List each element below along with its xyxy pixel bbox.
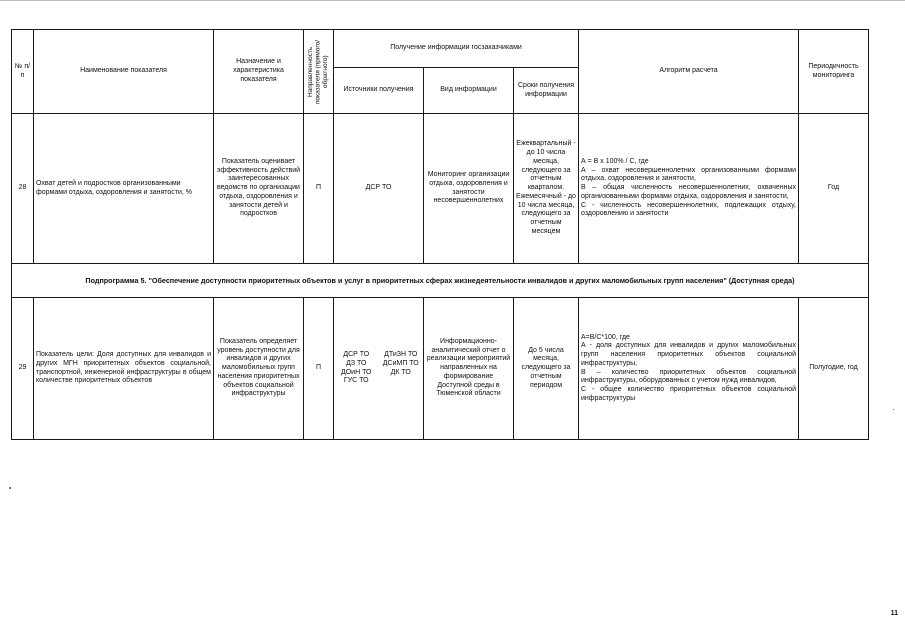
info-sources	[334, 298, 424, 440]
algorithm-line: С - численность несовершеннолетних, подлежащих отдыху, оздоровлению и занятости	[581, 201, 796, 218]
header-algorithm: Алгоритм расчета	[579, 30, 799, 114]
monitoring-periodicity: Полугодие, год	[799, 298, 869, 440]
info-source: ДСР ТО	[343, 351, 370, 358]
info-source: ГУС ТО	[343, 377, 369, 385]
row-num: 29	[12, 298, 34, 440]
info-source: ДК ТО	[390, 368, 411, 376]
calc-algorithm	[579, 298, 799, 440]
info-source: ДСР ТО	[365, 184, 392, 192]
header-sources: Источники получения	[334, 68, 424, 114]
header-periodicity: Периодичность мониторинга	[799, 30, 869, 114]
indicator-direction: П	[304, 298, 334, 440]
header-name: Наименование показателя	[34, 30, 214, 114]
monitoring-periodicity: Год	[799, 114, 869, 264]
algorithm-line: А – охват несовершеннолетних организованными формами отдыха, оздоровления и занятости,	[581, 166, 796, 183]
page-number: 11	[890, 610, 898, 617]
indicator-direction: П	[304, 114, 334, 264]
algorithm-line: А=В/С*100, где	[581, 333, 630, 341]
header-direction	[304, 30, 334, 114]
info-deadlines: Ежеквартальный - до 10 числа месяца, следующего за отчетным кварталом. Ежемесячный - до 10 числа месяца, следующего за отчетным месяцем	[514, 114, 579, 264]
algorithm-line: А = В х 100% / С, где	[581, 157, 649, 165]
scan-top-edge	[0, 0, 905, 1]
indicators-table	[11, 29, 869, 440]
indicator-purpose: Показатель оценивает эффективность действий заинтересованных ведомств по организации отдыха, оздоровления и занятости детей и подростков	[214, 114, 304, 264]
algorithm-line: А - доля доступных для инвалидов и других маломобильных групп населения приоритетных объектов социальной инфраструктуры,	[581, 342, 796, 367]
algorithm-line: С - общее количество приоритетных объектов социальной инфраструктуры	[581, 386, 796, 402]
scan-speck	[9, 487, 11, 489]
header-direction-text: Направленность показателя (прямого/обратного)	[307, 39, 330, 104]
header-info-group: Получение информации госзаказчиками	[334, 30, 579, 68]
info-deadlines: До 5 числа месяца, следующего за отчетным периодом	[514, 298, 579, 440]
info-type: Мониторинг организации отдыха, оздоровления и занятости несовершеннолетних	[424, 114, 514, 264]
header-num: № п/п	[12, 30, 34, 114]
header-deadlines: Сроки получения информации	[514, 68, 579, 114]
calc-algorithm	[579, 114, 799, 264]
subprogram-title: Подпрограмма 5. "Обеспечение доступности приоритетных объектов и услуг в приоритетных сферах жизнедеятельности инвалидов и других маломобильных групп населения" (Доступная среда)	[12, 264, 869, 298]
header-purpose: Назначение и характеристика показателя	[214, 30, 304, 114]
header-info-type: Вид информации	[424, 68, 514, 114]
info-source: ДЗ ТО	[346, 359, 367, 367]
algorithm-line: В – общая численность несовершеннолетних, охваченных организованными формами отдыха, оздоровления и занятости,	[581, 184, 796, 200]
header-row-1	[12, 30, 869, 68]
info-source: ДСиМП ТО	[382, 359, 419, 367]
info-source: ДОиН ТО	[340, 368, 372, 376]
info-source: ДТиЗН ТО	[384, 351, 418, 358]
indicator-name: Показатель цели: Доля доступных для инвалидов и других МГН приоритетных объектов социальной, транспортной, инженерной инфраструктуры в общем количестве приоритетных объектов	[34, 298, 214, 440]
indicator-name: Охват детей и подростков организованными формами отдыха, оздоровления и занятости, %	[34, 114, 214, 264]
info-type: Информационно-аналитический отчет о реализации мероприятий направленных на формирование Доступной среды в Тюменской области	[424, 298, 514, 440]
table-row	[12, 298, 869, 440]
indicator-purpose: Показатель определяет уровень доступности для инвалидов и других маломобильных групп населения приоритетных объектов социальной инфраструктуры	[214, 298, 304, 440]
scan-speck	[893, 409, 894, 410]
subprogram-row	[12, 264, 869, 298]
info-sources	[334, 114, 424, 264]
table-row	[12, 114, 869, 264]
algorithm-line: В – количество приоритетных объектов социальной инфраструктуры, оборудованных с учетом нужд инвалидов,	[581, 368, 796, 385]
row-num: 28	[12, 114, 34, 264]
